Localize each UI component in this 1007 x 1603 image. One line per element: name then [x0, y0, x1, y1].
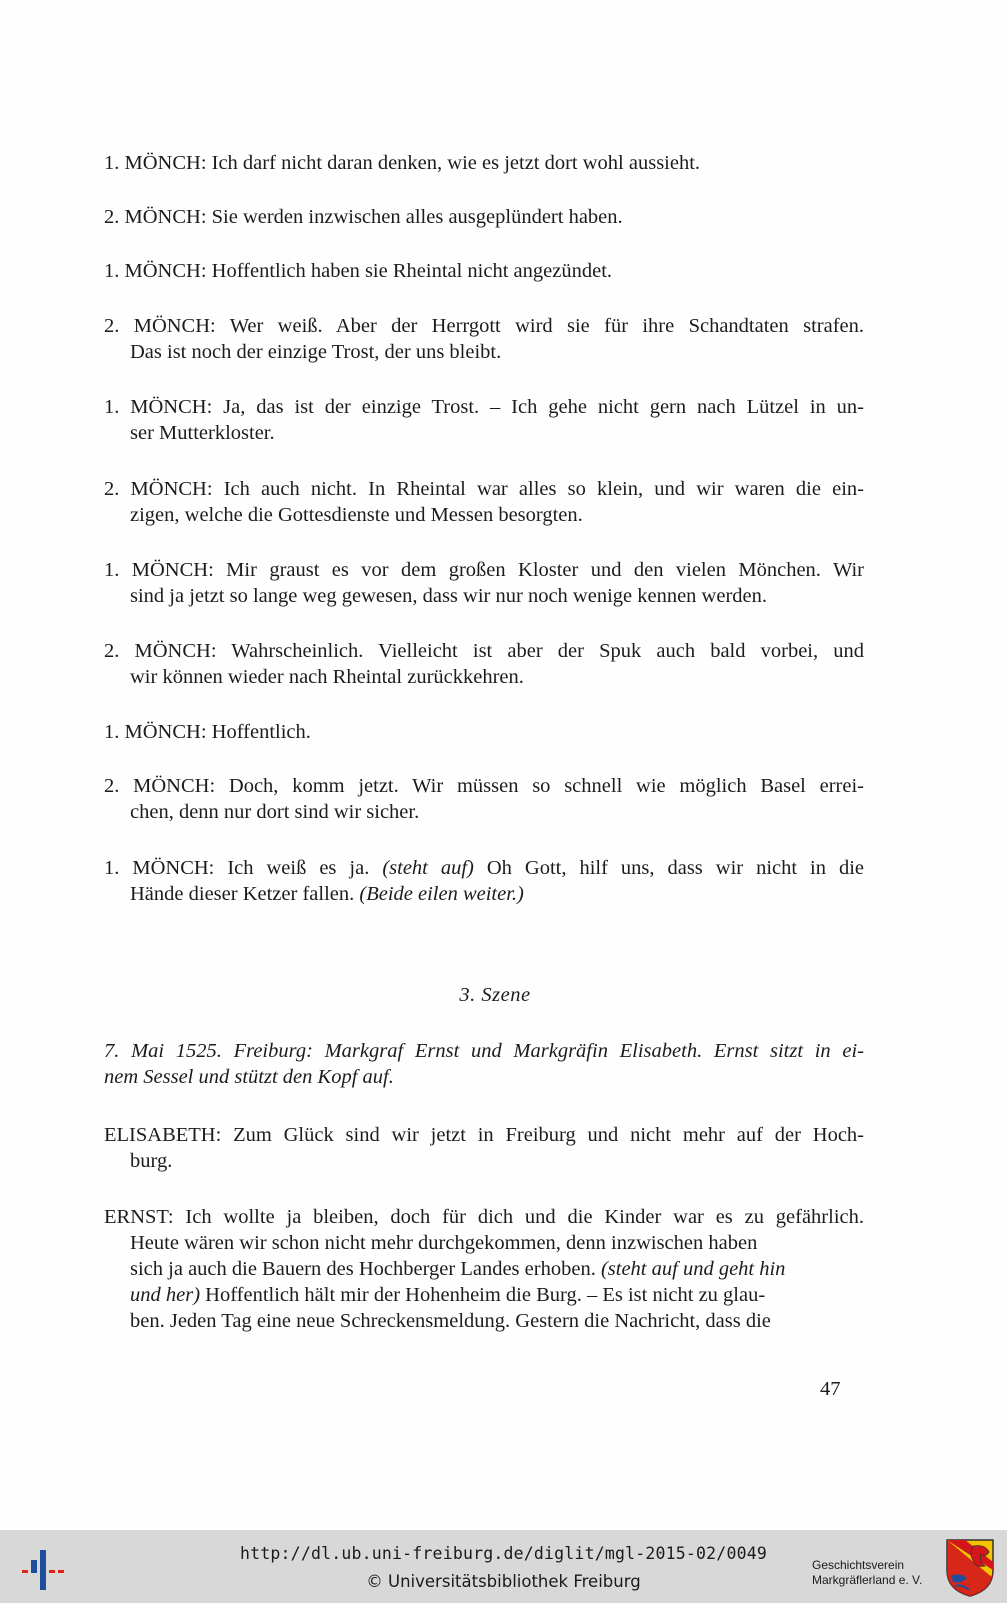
- dialogue-entry: [104, 1122, 864, 1174]
- footer-url-link[interactable]: http://dl.ub.uni-freiburg.de/diglit/mgl-2015-02/0049: [240, 1544, 767, 1563]
- dialogue-text: Oh Gott, hilf uns, dass wir nicht in die: [486, 857, 865, 879]
- dialogue-line-continued: [104, 1282, 864, 1308]
- dialogue-line: 1. MÖNCH: Ich darf nicht daran denken, wie es jetzt dort wohl aussieht.: [104, 152, 701, 174]
- footer-organization: [812, 1558, 922, 1588]
- dialogue-entry: [104, 773, 864, 825]
- dialogue-line-continued: ben. Jeden Tag eine neue Schreckensmeldung. Gestern die Nachricht, dass die: [130, 1310, 771, 1332]
- stage-direction: (steht auf): [382, 857, 474, 879]
- page-number: 47: [820, 1378, 841, 1400]
- dialogue-line: 1. MÖNCH: Hoffentlich haben sie Rheintal nicht angezündet.: [104, 260, 613, 282]
- dialogue-text: Hände dieser Ketzer fallen.: [130, 883, 355, 905]
- dialogue-line: [104, 855, 864, 881]
- dialogue-line: 2. MÖNCH: Wer weiß. Aber der Herrgott wird sie für ihre Schandtaten strafen.: [104, 315, 864, 337]
- dialogue-entry: [104, 394, 864, 446]
- org-name-line: Markgräflerland e. V.: [812, 1573, 923, 1587]
- dialogue-line-continued: zigen, welche die Gottesdienste und Messen besorgten.: [130, 504, 583, 526]
- dialogue-line-continued: burg.: [130, 1150, 173, 1172]
- dialogue-entry: [104, 150, 864, 176]
- dialogue-entry: [104, 204, 864, 230]
- dialogue-line-continued: Heute wären wir schon nicht mehr durchgekommen, denn inzwischen haben: [130, 1232, 758, 1254]
- dialogue-line: 2. MÖNCH: Ich auch nicht. In Rheintal war alles so klein, und wir waren die ein-: [104, 478, 864, 500]
- dialogue-line-continued: sind ja jetzt so lange weg gewesen, dass wir nur noch wenige kennen werden.: [130, 585, 768, 607]
- dialogue-line: 2. MÖNCH: Sie werden inzwischen alles ausgeplündert haben.: [104, 206, 623, 228]
- dialogue-text: sich ja auch die Bauern des Hochberger Landes erhoben.: [130, 1258, 596, 1280]
- dialogue-entry: [104, 258, 864, 284]
- dialogue-entry: [104, 1204, 864, 1334]
- dialogue-line-continued: ser Mutterkloster.: [130, 422, 275, 444]
- dialogue-entry: [104, 638, 864, 690]
- dialogue-line: ERNST: Ich wollte ja bleiben, doch für dich und die Kinder war es zu gefährlich.: [104, 1206, 864, 1228]
- dialogue-line-continued: [104, 1256, 864, 1282]
- stage-direction: und her): [130, 1284, 201, 1306]
- scene-direction: [104, 1038, 864, 1090]
- speaker-text: 1. MÖNCH: Ich weiß es ja.: [104, 857, 370, 879]
- dialogue-text: Hoffentlich hält mir der Hohenheim die Burg. – Es ist nicht zu glau-: [205, 1284, 766, 1306]
- scene-heading: 3. Szene: [459, 984, 531, 1006]
- org-name-line: Geschichtsverein: [812, 1558, 905, 1572]
- footer-bar: [0, 1530, 1007, 1603]
- dialogue-line-continued: chen, denn nur dort sind wir sicher.: [130, 801, 420, 823]
- scene-direction-line: 7. Mai 1525. Freiburg: Markgraf Ernst und Markgräfin Elisabeth. Ernst sitzt in ei-: [104, 1040, 864, 1062]
- dialogue-line: 1. MÖNCH: Hoffentlich.: [104, 721, 311, 743]
- dialogue-line-continued: [104, 881, 864, 907]
- dialogue-line: 2. MÖNCH: Wahrscheinlich. Vielleicht ist aber der Spuk auch bald vorbei, und: [104, 640, 864, 662]
- dialogue-entry: [104, 855, 864, 907]
- scene-direction-line: nem Sessel und stützt den Kopf auf.: [104, 1066, 394, 1088]
- dialogue-entry: [104, 476, 864, 528]
- dialogue-entry: [104, 557, 864, 609]
- stage-direction: (steht auf und geht hin: [600, 1258, 786, 1280]
- dialogue-entry: [104, 719, 864, 745]
- dialogue-line: 2. MÖNCH: Doch, komm jetzt. Wir müssen so schnell wie möglich Basel errei-: [104, 775, 864, 797]
- dialogue-line: ELISABETH: Zum Glück sind wir jetzt in Freiburg und nicht mehr auf der Hoch-: [104, 1124, 864, 1146]
- coat-of-arms-icon: [945, 1538, 995, 1598]
- stage-direction: (Beide eilen weiter.): [359, 883, 524, 905]
- dialogue-line: 1. MÖNCH: Ja, das ist der einzige Trost. – Ich gehe nicht gern nach Lützel in un-: [104, 396, 864, 418]
- dialogue-entry: [104, 313, 864, 365]
- dialogue-line-continued: wir können wieder nach Rheintal zurückkehren.: [130, 666, 524, 688]
- dialogue-line-continued: Das ist noch der einzige Trost, der uns bleibt.: [130, 341, 502, 363]
- dialogue-line: 1. MÖNCH: Mir graust es vor dem großen Kloster und den vielen Mönchen. Wir: [104, 559, 864, 581]
- footer-copyright: © Universitätsbibliothek Freiburg: [366, 1572, 641, 1591]
